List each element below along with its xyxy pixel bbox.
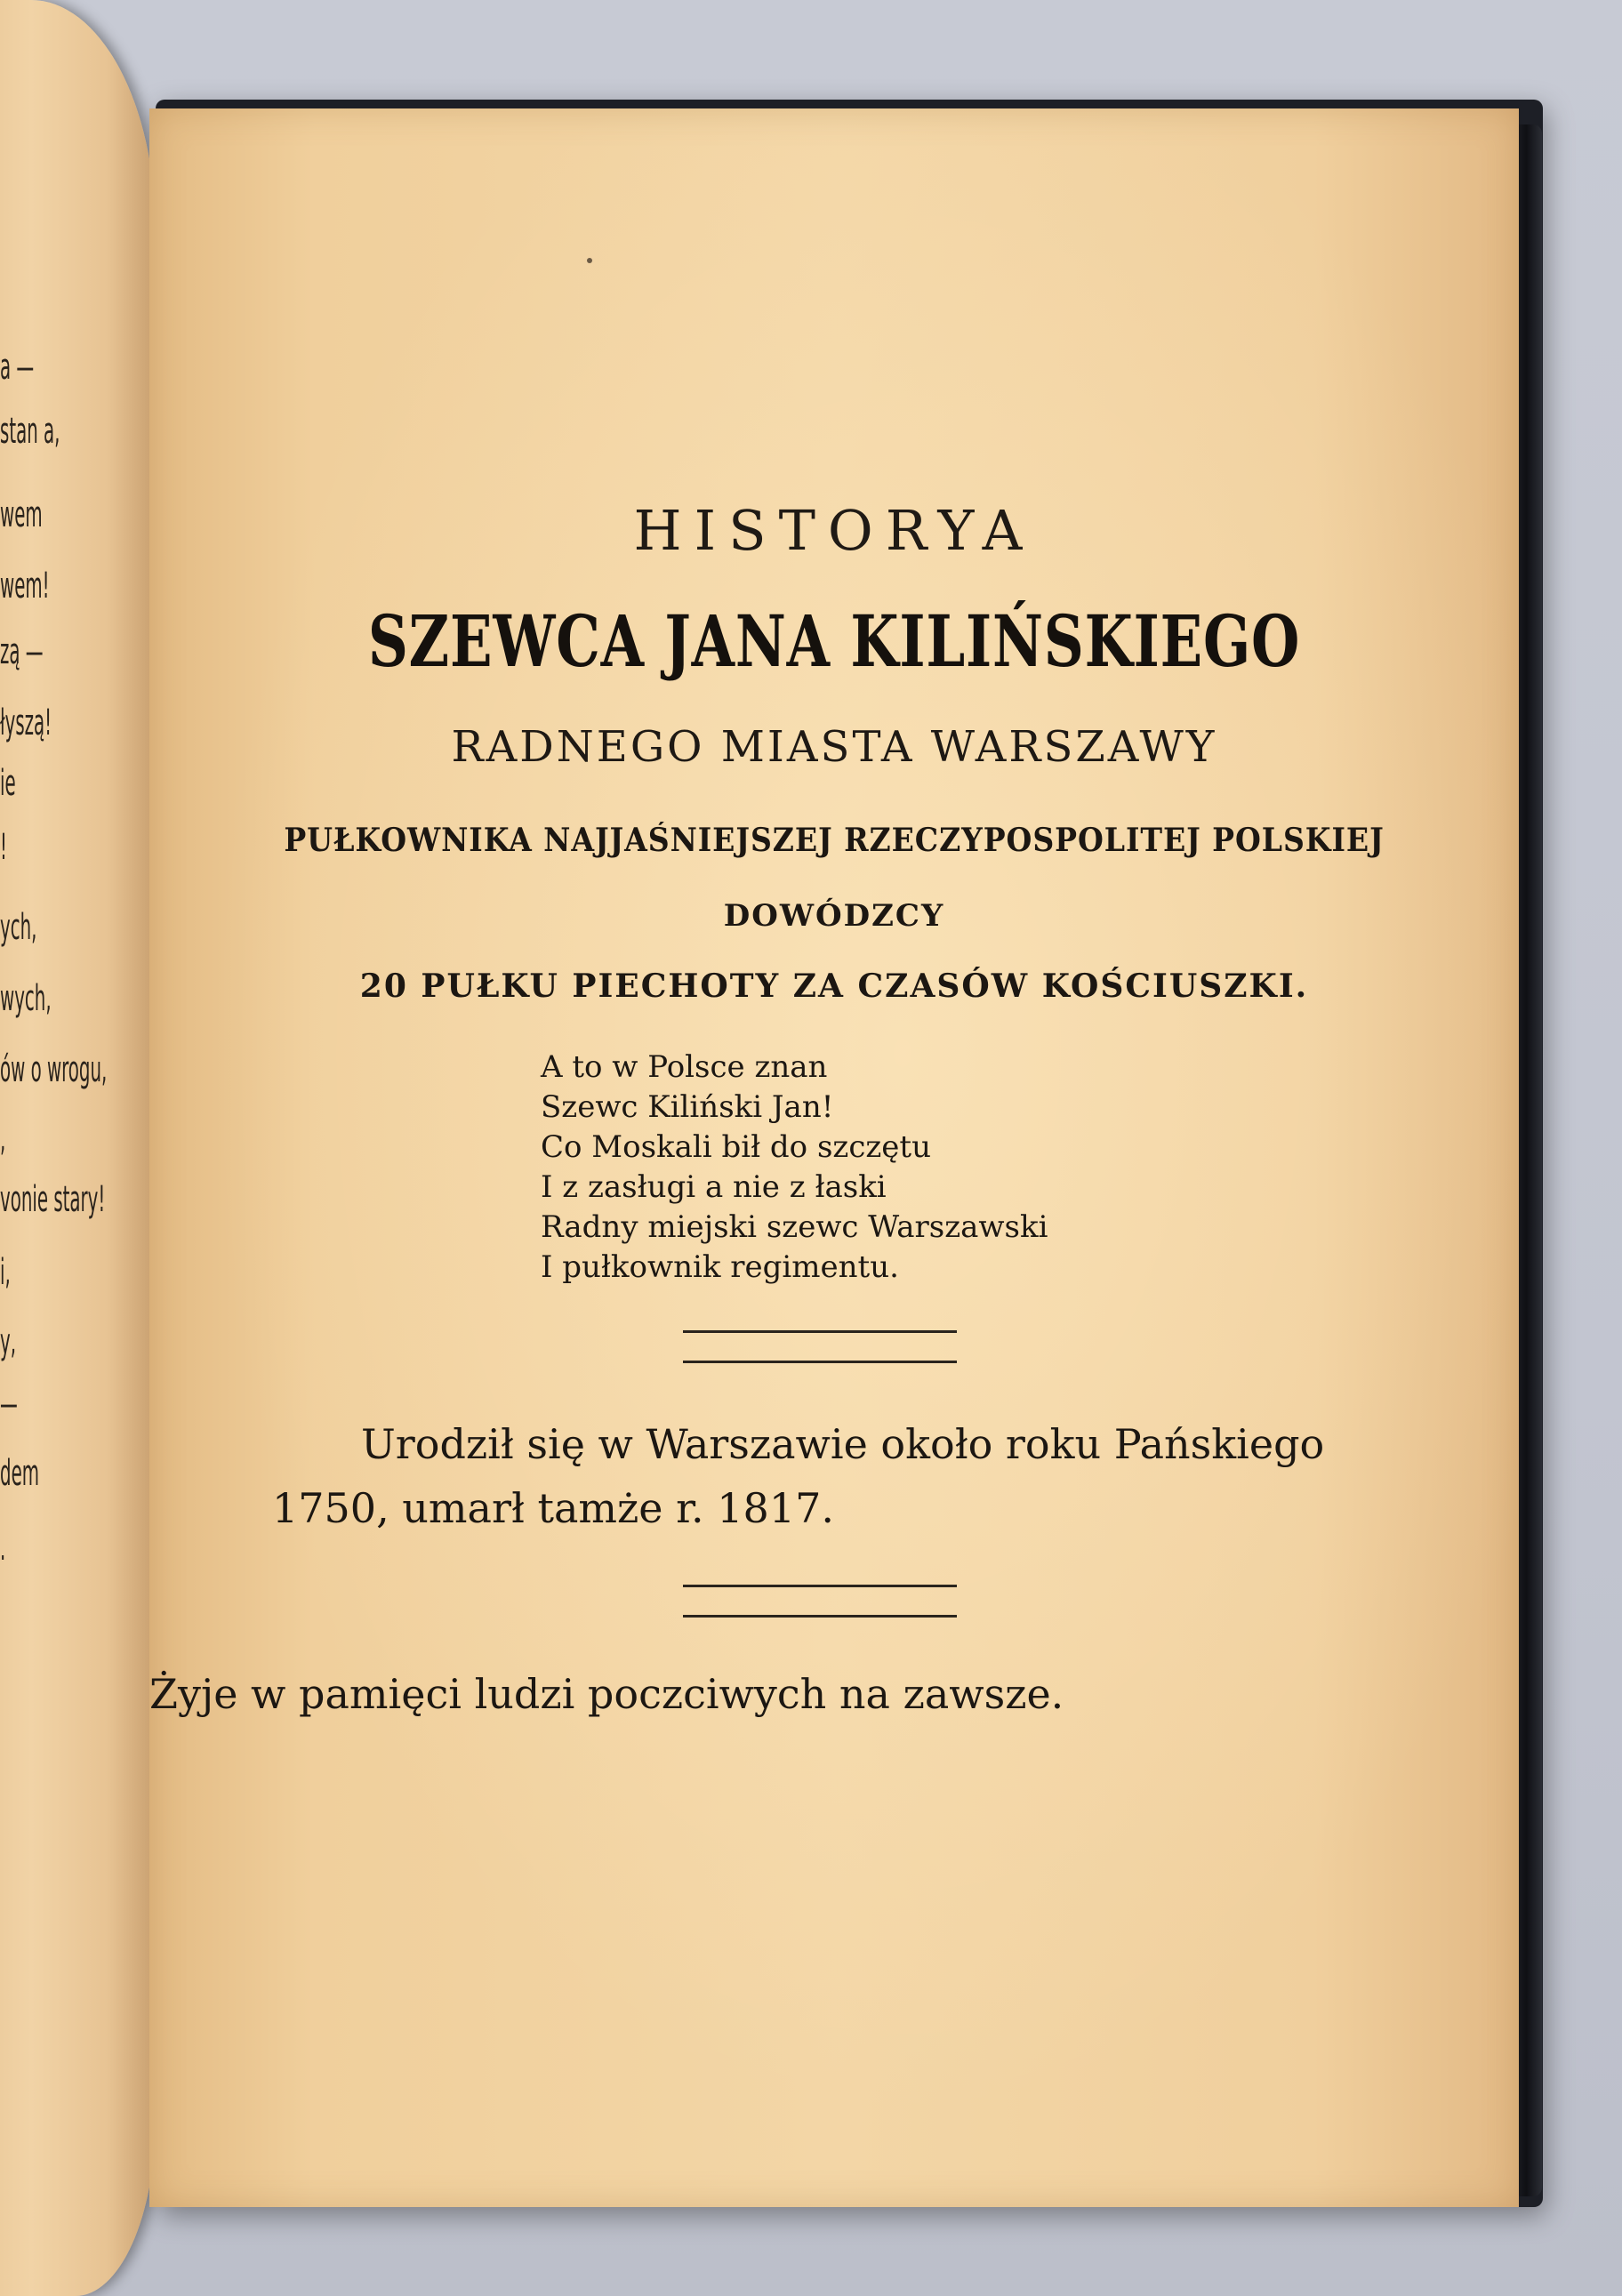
paper-speck [587, 258, 592, 263]
title-colonel-line: PUŁKOWNIKA NAJJAŚNIEJSZEJ RZECZYPOSPOLITEJ POLSKIEJ [284, 822, 1385, 859]
facing-page-fragment: vonie stary! [0, 1179, 106, 1220]
facing-page-fragment: y, [0, 1321, 16, 1362]
facing-page-fragment: , [0, 1119, 6, 1160]
facing-page-fragment: wem [0, 494, 43, 535]
title-councillor-line: RADNEGO MIASTA WARSZAWY [451, 722, 1217, 772]
facing-page-fragment: ! [0, 827, 7, 868]
verse-line: I pułkownik regimentu. [541, 1249, 899, 1285]
divider-rule [683, 1585, 957, 1587]
facing-page-fragment: wych, [0, 978, 52, 1019]
birth-death-line-1: Urodził się w Warszawie około roku Pańskiego [361, 1420, 1325, 1468]
facing-page-fragment: i, [0, 1252, 11, 1293]
facing-page-fragment: ów o wrogu, [0, 1049, 108, 1090]
facing-page-fragment: a — [0, 347, 35, 388]
facing-page-fragment: wem! [0, 566, 50, 606]
verse-line: A to w Polsce znan [541, 1049, 828, 1085]
verse-line: Co Moskali bił do szczętu [541, 1129, 931, 1165]
title-commander-line: DOWÓDZCY [723, 898, 945, 934]
title-historya: HISTORYA [633, 498, 1035, 563]
facing-page-fragment: — [0, 1384, 18, 1425]
title-page [149, 108, 1519, 2207]
verse-line: Radny miejski szewc Warszawski [541, 1209, 1048, 1245]
facing-page-fragment: stan a, [0, 411, 60, 452]
birth-death-paragraph [272, 1412, 1384, 1540]
title-regiment-line: 20 PUŁKU PIECHOTY ZA CZASÓW KOŚCIUSZKI. [359, 967, 1309, 1005]
facing-page-fragment: ych, [0, 907, 37, 948]
facing-page-fragment: . [0, 1528, 6, 1569]
verse-block [541, 1048, 1048, 1288]
facing-page-fragment: ie [0, 763, 16, 804]
birth-death-line-2: 1750, umarł tamże r. 1817. [272, 1484, 834, 1532]
facing-page-fragment: zą — [0, 631, 44, 672]
facing-page-fragment: dem [0, 1453, 40, 1494]
divider-rule [683, 1361, 957, 1363]
divider-rule [683, 1330, 957, 1333]
verse-line: I z zasługi a nie z łaski [541, 1169, 887, 1205]
verse-line: Szewc Kiliński Jan! [541, 1089, 834, 1125]
facing-page [0, 0, 156, 2296]
title-main-name: SZEWCA JANA KILIŃSKIEGO [367, 599, 1301, 683]
divider-rule [683, 1615, 957, 1618]
facing-page-fragment: łyszą! [0, 702, 52, 743]
closing-line: Żyje w pamięci ludzi poczciwych na zawsze. [149, 1670, 1064, 1718]
